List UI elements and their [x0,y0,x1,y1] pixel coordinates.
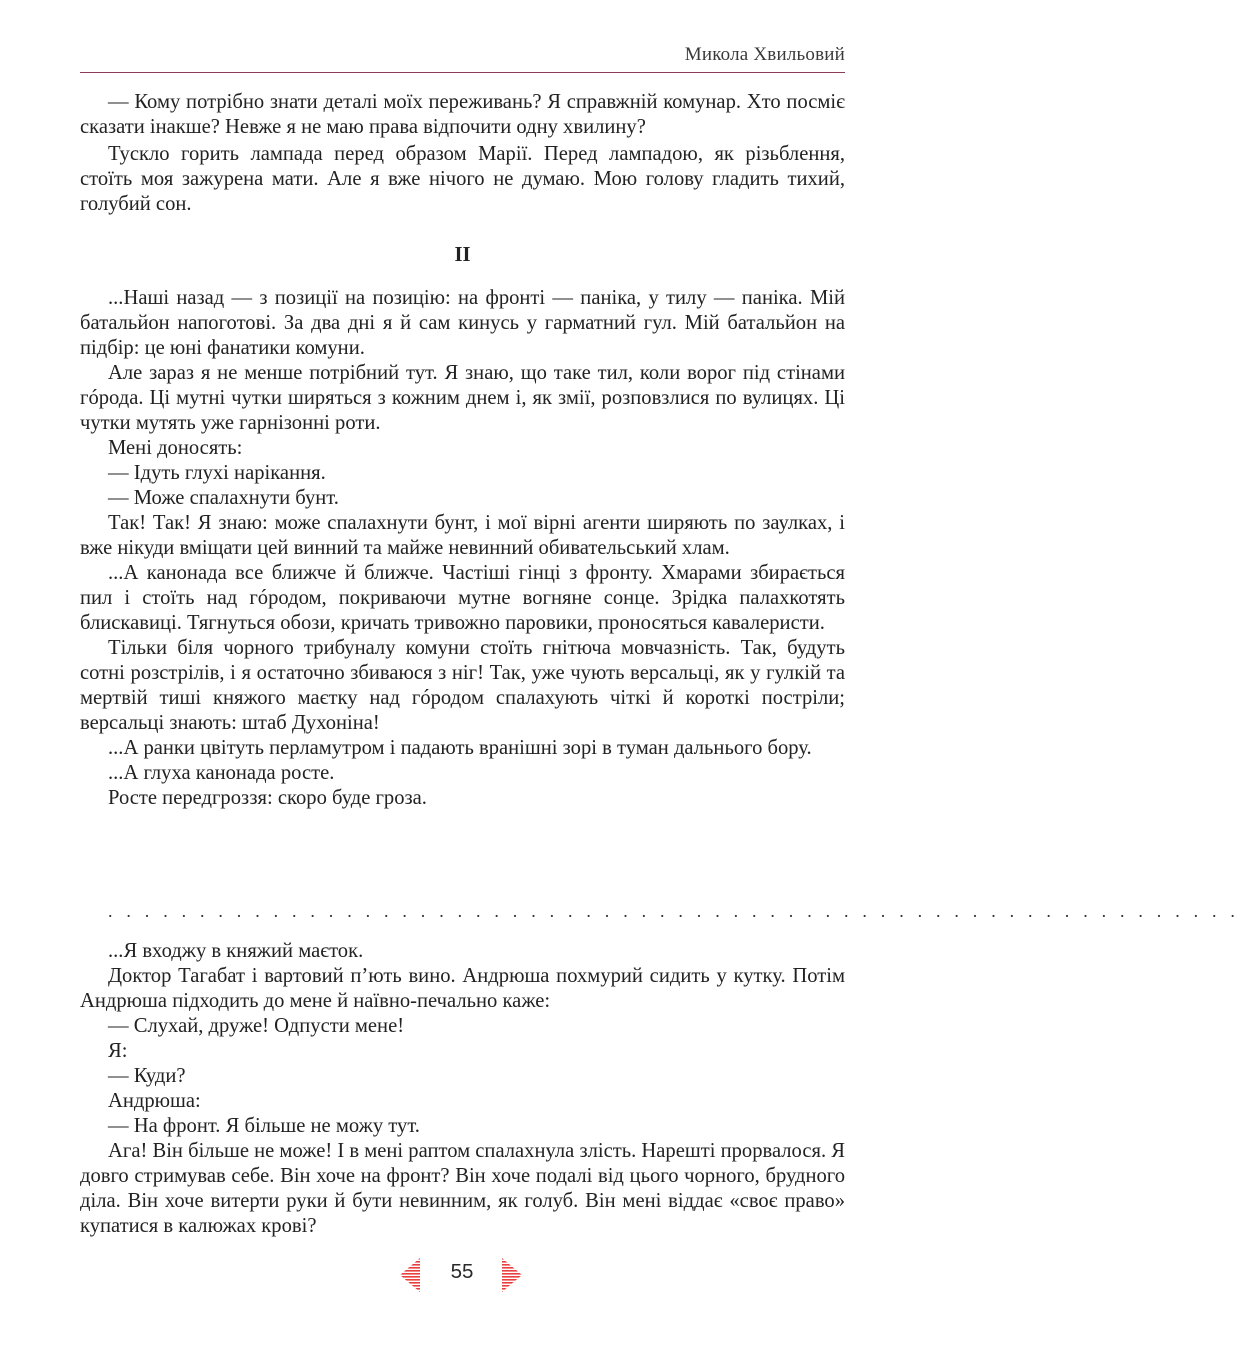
paragraph: Тускло горить лампада перед образом Марії. Перед лампадою, як різьблення, стоїть моя зажурена мати. Але я вже нічого не думаю. Мою голову гладить тихий, голубий сон. [80,143,845,215]
paragraph: Ага! Він більше не може! І в мені раптом спалахнула злість. Нарешті прорвалося. Я довго стримував себе. Він хоче на фронт? Він хоче подалі від цього чорного, брудного діла. Він хоче витерти руки й бути невинним, як голуб. Він мені віддає «своє право» купатися в калюжах крові? [80,1140,846,1237]
striped-arrow-left-icon [400,1258,420,1292]
dialogue-line: — Може спалахнути бунт. [108,487,339,509]
paragraph: ...А канонада все ближче й ближче. Частіші гінці з фронту. Хмарами збирається пил і стоїть над гóродом, покриваючи мутне вогняне сонце. Зрідка палахкотять блискавиці. Тягнуться обози, кричать тривожно паровики, проносяться кавалеристи. [80,562,845,634]
dotted-separator: . . . . . . . . . . . . . . . . . . . . . . . . . . . . . . . . . . . . . . . . . . . . . . . . . . . . . . . . . . . . . . [108,901,1240,921]
speaker-label: Андрюша: [108,1090,201,1112]
page-number: 55 [450,1260,474,1283]
paragraph: Доктор Тагабат і вартовий п’ють вино. Андрюша похмурий сидить у кутку. Потім Андрюша підходить до мене й наївно-печально каже: [80,965,845,1012]
section-heading: II [454,244,471,266]
paragraph: Мені доносять: [108,437,243,459]
page-footer [0,1255,963,1295]
dialogue-line: — Куди? [108,1065,186,1087]
paragraph: ...А глуха канонада росте. [108,762,335,784]
dialogue-line: — Слухай, друже! Одпусти мене! [108,1015,405,1037]
speaker-label: Я: [108,1040,128,1062]
text-block-section-two [80,286,845,811]
dialogue-line: — Ідуть глухі нарікання. [108,462,326,484]
paragraph: ...Я входжу в княжий маєток. [108,940,364,962]
text-block-intro [80,90,845,217]
paragraph: ...А ранки цвітуть перламутром і падають вранішні зорі в туман дальнього бору. [108,737,812,759]
paragraph: Так! Так! Я знаю: може спалахнути бунт, і мої вірні агенти ширяють по заулках, і вже нікуди вміщати цей винний та майже невинний обивательський хлам. [80,512,845,559]
paragraph: Але зараз я не менше потрібний тут. Я знаю, що таке тил, коли ворог під стінами гóрода. Ці мутні чутки ширяться з кожним днем і, як змії, розповзлися по вулицях. Ці чутки мутять уже гарнізонні роти. [80,362,845,434]
running-head-author: Микола Хвильовий [684,44,845,65]
dialogue-line: — На фронт. Я більше не можу тут. [108,1115,420,1137]
text-block-manor [80,939,845,1239]
paragraph: — Кому потрібно знати деталі моїх переживань? Я справжній комунар. Хто посміє сказати інакше? Невже я не маю права відпочити одну хвилину? [80,91,845,138]
paragraph: ...Наші назад — з позиції на позицію: на фронті — паніка, у тилу — паніка. Мій батальйон напоготові. За два дні я й сам кинусь у гарматний гул. Мій батальйон на підбір: це юні фанатики комуни. [80,287,845,359]
paragraph: Тільки біля чорного трибуналу комуни стоїть гнітюча мовчазність. Так, будуть сотні розстрілів, і я остаточно збиваюся з ніг! Так, уже чують версальці, як у гулкій та мертвій тиші княжого маєтку над гóродом спалахують чіткі й короткі постріли; версальці знають: штаб Духоніна! [80,637,845,734]
striped-arrow-right-icon [502,1258,522,1292]
header-rule [80,72,845,73]
paragraph: Росте передгроззя: скоро буде гроза. [108,787,427,809]
